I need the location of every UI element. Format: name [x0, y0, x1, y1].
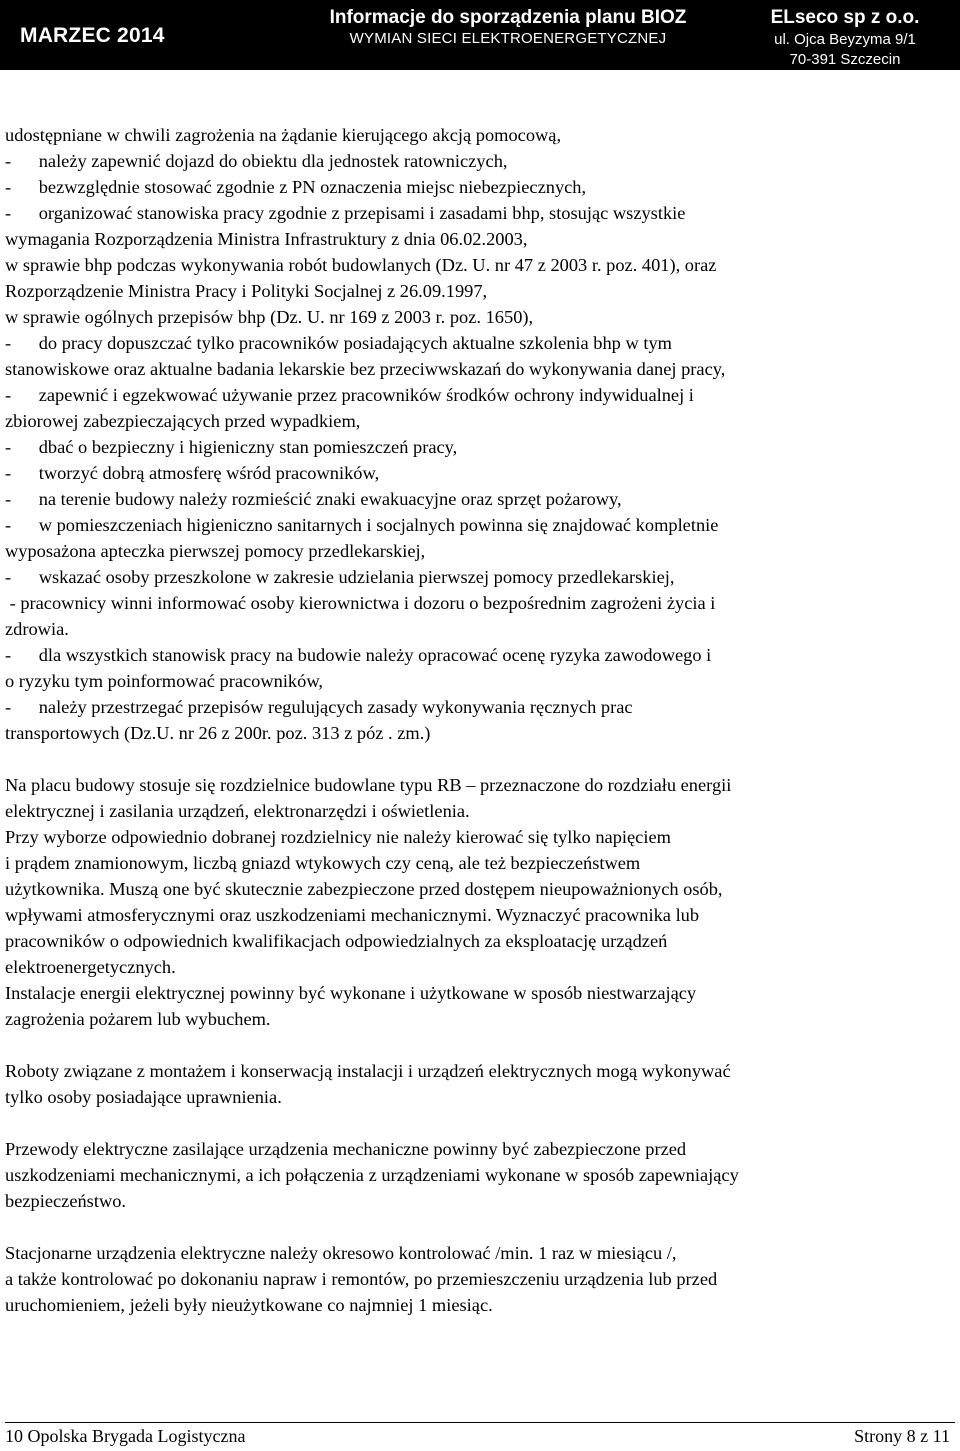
text-line: Przy wyborze odpowiednio dobranej rozdzielnicy nie należy kierować się tylko napięciem — [5, 827, 671, 847]
text-line: - do pracy dopuszczać tylko pracowników posiadających aktualne szkolenia bhp w tym — [5, 333, 672, 353]
text-line: zbiorowej zabezpieczających przed wypadkiem, — [5, 411, 361, 431]
text-line: Na placu budowy stosuje się rozdzielnice budowlane typu RB – przeznaczone do rozdziału energii — [5, 775, 732, 795]
header-city: 70-391 Szczecin — [789, 51, 901, 68]
text-line: - wskazać osoby przeszkolone w zakresie udzielania pierwszej pomocy przedlekarskiej, — [5, 567, 675, 587]
text-line: pracowników o odpowiednich kwalifikacjach odpowiedzialnych za eksploatację urządzeń — [5, 931, 668, 951]
text-line: - organizować stanowiska pracy zgodnie z przepisami i zasadami bhp, stosując wszystkie — [5, 203, 686, 223]
text-line: - tworzyć dobrą atmosferę wśród pracowników, — [5, 463, 380, 483]
text-line: w sprawie bhp podczas wykonywania robót budowlanych (Dz. U. nr 47 z 2003 r. poz. 401), oraz — [5, 255, 717, 275]
page-header — [0, 0, 960, 70]
text-line: Przewody elektryczne zasilające urządzenia mechaniczne powinny być zabezpieczone przed — [5, 1139, 687, 1159]
text-line: uruchomieniem, jeżeli były nieużytkowane co najmniej 1 miesiąc. — [5, 1295, 493, 1315]
blank-line — [5, 1110, 955, 1136]
footer-organization: 10 Opolska Brygada Logistyczna — [5, 1426, 246, 1446]
text-line: wpływami atmosferycznymi oraz uszkodzeniami mechanicznymi. Wyznaczyć pracownika lub — [5, 905, 700, 925]
text-line: - należy zapewnić dojazd do obiektu dla jednostek ratowniczych, — [5, 151, 508, 171]
text-line: - zapewnić i egzekwować używanie przez pracowników środków ochrony indywidualnej i — [5, 385, 694, 405]
text-line: a także kontrolować po dokonaniu napraw i remontów, po przemieszczeniu urządzenia lub przed — [5, 1269, 718, 1289]
text-line: wyposażona apteczka pierwszej pomocy przedlekarskiej, — [5, 541, 426, 561]
text-line: - dla wszystkich stanowisk pracy na budowie należy opracować ocenę ryzyka zawodowego i — [5, 645, 712, 665]
text-line: - na terenie budowy należy rozmieścić znaki ewakuacyjne oraz sprzęt pożarowy, — [5, 489, 622, 509]
footer-page-count: Strony 8 z 11 — [854, 1426, 950, 1446]
header-company: ELseco sp z o.o. — [770, 7, 920, 28]
text-line: zdrowia. — [5, 619, 69, 639]
header-title: Informacje do sporządzenia planu BIOZ — [329, 7, 687, 28]
text-line: Instalacje energii elektrycznej powinny być wykonane i użytkowane w sposób niestwarzający — [5, 983, 697, 1003]
text-line: Roboty związane z montażem i konserwacją instalacji i urządzeń elektrycznych mogą wykonywać — [5, 1061, 731, 1081]
header-title-block — [288, 6, 728, 48]
text-line: w sprawie ogólnych przepisów bhp (Dz. U. nr 169 z 2003 r. poz. 1650), — [5, 307, 534, 327]
text-line: udostępniane w chwili zagrożenia na żądanie kierującego akcją pomocową, — [5, 125, 562, 145]
text-line: - dbać o bezpieczny i higieniczny stan pomieszczeń pracy, — [5, 437, 458, 457]
footer-divider — [5, 1422, 955, 1423]
header-street: ul. Ojca Beyzyma 9/1 — [774, 31, 916, 48]
text-line: Rozporządzenie Ministra Pracy i Polityki Socjalnej z 26.09.1997, — [5, 281, 488, 301]
text-line: - w pomieszczeniach higieniczno sanitarnych i socjalnych powinna się znajdować kompletnie — [5, 515, 719, 535]
text-line: - należy przestrzegać przepisów regulujących zasady wykonywania ręcznych prac — [5, 697, 633, 717]
text-line: zagrożenia pożarem lub wybuchem. — [5, 1009, 271, 1029]
text-line: o ryzyku tym poinformować pracowników, — [5, 671, 324, 691]
header-subtitle: WYMIAN SIECI ELEKTROENERGETYCZNEJ — [349, 30, 667, 47]
blank-line — [5, 746, 955, 772]
text-line: transportowych (Dz.U. nr 26 z 200r. poz. 313 z póz . zm.) — [5, 723, 431, 743]
text-line: - pracownicy winni informować osoby kierownictwa i dozoru o bezpośrednim zagrożeni życia i — [5, 593, 716, 613]
text-line: elektrycznej i zasilania urządzeń, elektronarzędzi i oświetlenia. — [5, 801, 470, 821]
blank-line — [5, 1214, 955, 1240]
header-company-block — [750, 6, 940, 70]
header-date: MARZEC 2014 — [20, 24, 165, 47]
text-line: bezpieczeństwo. — [5, 1191, 127, 1211]
text-line: - bezwzględnie stosować zgodnie z PN oznaczenia miejsc niebezpiecznych, — [5, 177, 587, 197]
text-line: uszkodzeniami mechanicznymi, a ich połączenia z urządzeniami wykonane w sposób zapewniający — [5, 1165, 739, 1185]
text-line: Stacjonarne urządzenia elektryczne należy okresowo kontrolować /min. 1 raz w miesiącu /, — [5, 1243, 677, 1263]
text-line: stanowiskowe oraz aktualne badania lekarskie bez przeciwwskazań do wykonywania danej pracy, — [5, 359, 726, 379]
document-body — [5, 122, 955, 1318]
text-line: i prądem znamionowym, liczbą gniazd wtykowych czy ceną, ale też bezpieczeństwem — [5, 853, 641, 873]
text-line: elektroenergetycznych. — [5, 957, 176, 977]
text-line: wymagania Rozporządzenia Ministra Infrastruktury z dnia 06.02.2003, — [5, 229, 528, 249]
text-line: użytkownika. Muszą one być skutecznie zabezpieczone przed dostępem nieupoważnionych osób, — [5, 879, 723, 899]
text-line: tylko osoby posiadające uprawnienia. — [5, 1087, 282, 1107]
blank-line — [5, 1032, 955, 1058]
